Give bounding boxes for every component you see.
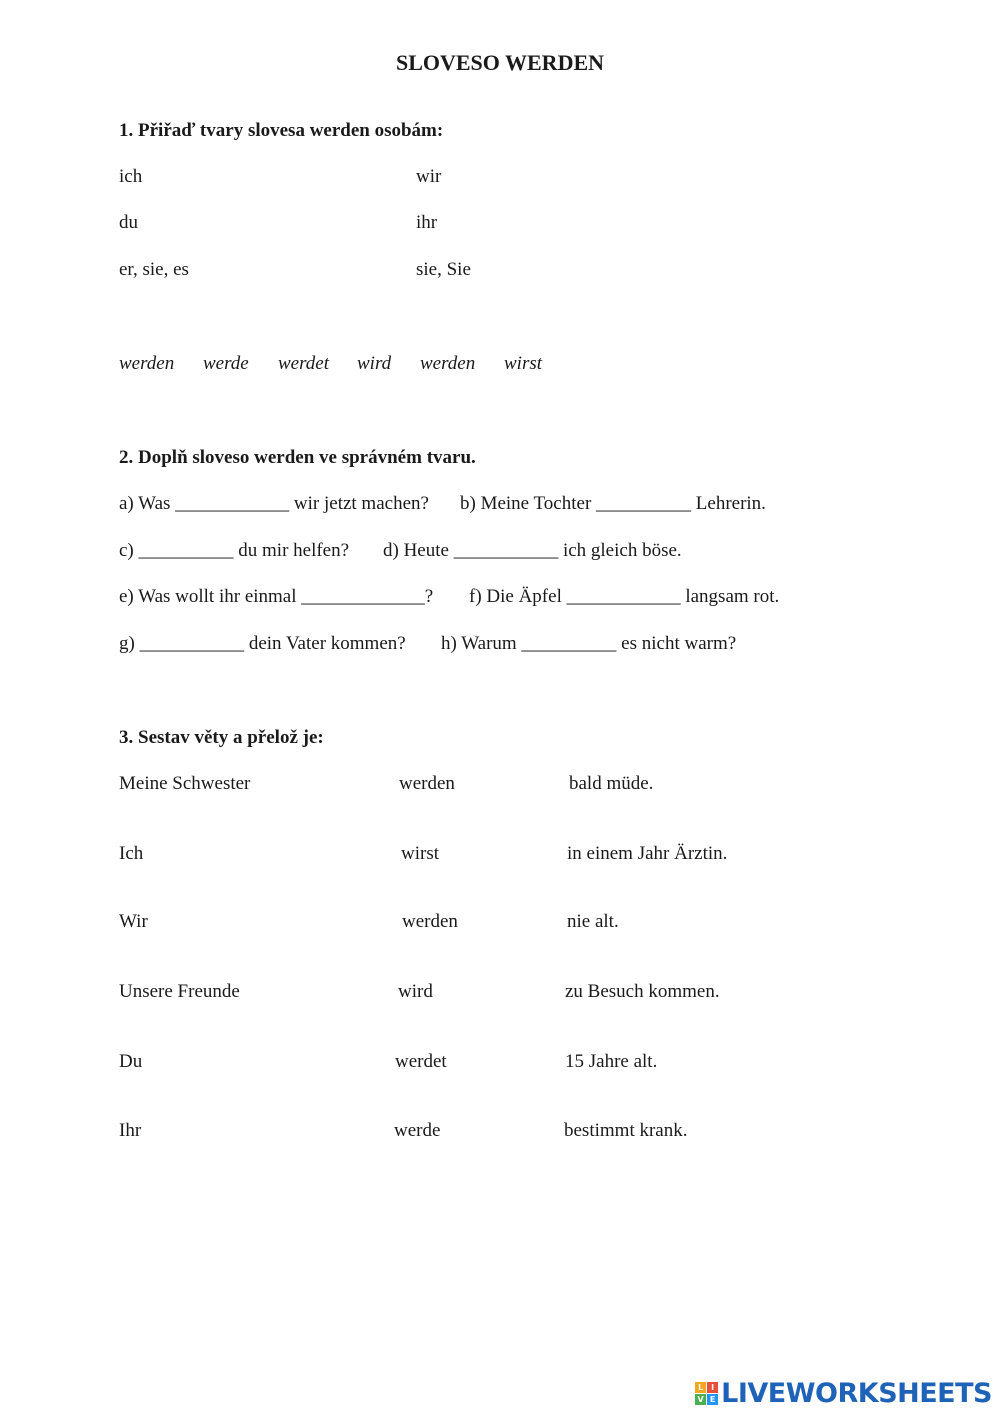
word-bank-item: werden xyxy=(119,353,175,374)
pronoun-left: er, sie, es xyxy=(119,259,189,280)
pronoun-left: ich xyxy=(119,166,143,187)
logo-block: I xyxy=(707,1382,718,1393)
exercise-item-g: g) ___________ dein Vater kommen? xyxy=(119,633,406,654)
exercise-item-d: d) Heute ___________ ich gleich böse. xyxy=(383,540,682,561)
liveworksheets-logo[interactable] xyxy=(695,1376,992,1410)
word-bank-item: wird xyxy=(357,353,392,374)
exercise-item-h: h) Warum __________ es nicht warm? xyxy=(441,633,737,654)
logo-block: E xyxy=(707,1394,718,1405)
logo-block: L xyxy=(695,1382,706,1393)
exercise-item-c: c) __________ du mir helfen? xyxy=(119,540,350,561)
sentence-verb: werden xyxy=(399,773,455,794)
word-bank-item: werdet xyxy=(278,353,330,374)
sentence-subject: Du xyxy=(119,1051,143,1072)
sentence-rest: 15 Jahre alt. xyxy=(565,1051,658,1072)
logo-text: LIVEWORKSHEETS xyxy=(721,1377,992,1409)
sentence-subject: Ich xyxy=(119,843,144,864)
exercise-item-f: f) Die Äpfel ____________ langsam rot. xyxy=(469,586,780,607)
pronoun-left: du xyxy=(119,212,138,233)
section-3-heading: 3. Sestav věty a přelož je: xyxy=(119,727,324,748)
pronoun-right: wir xyxy=(416,166,442,187)
sentence-verb: werdet xyxy=(395,1051,447,1072)
logo-block: V xyxy=(695,1394,706,1405)
section-2-heading: 2. Doplň sloveso werden ve správném tvaru. xyxy=(119,447,476,468)
sentence-subject: Meine Schwester xyxy=(119,773,251,794)
sentence-verb: werde xyxy=(394,1120,441,1141)
sentence-verb: wird xyxy=(398,981,433,1002)
page-title: SLOVESO WERDEN xyxy=(395,50,605,75)
word-bank-item: wirst xyxy=(504,353,543,374)
sentence-verb: werden xyxy=(402,911,458,932)
exercise-item-a: a) Was ____________ wir jetzt machen? xyxy=(119,493,429,514)
section-1-heading: 1. Přiřaď tvary slovesa werden osobám: xyxy=(119,120,444,141)
exercise-item-e: e) Was wollt ihr einmal _____________? xyxy=(119,586,434,607)
word-bank-item: werde xyxy=(203,353,249,374)
word-bank-item: werden xyxy=(420,353,476,374)
sentence-subject: Unsere Freunde xyxy=(119,981,240,1002)
sentence-rest: nie alt. xyxy=(567,911,619,932)
sentence-subject: Ihr xyxy=(119,1120,142,1141)
exercise-item-b: b) Meine Tochter __________ Lehrerin. xyxy=(460,493,766,514)
sentence-verb: wirst xyxy=(401,843,439,864)
sentence-rest: zu Besuch kommen. xyxy=(565,981,720,1002)
sentence-rest: bestimmt krank. xyxy=(564,1120,688,1141)
sentence-subject: Wir xyxy=(119,911,148,932)
sentence-rest: bald müde. xyxy=(569,773,654,794)
logo-blocks-icon xyxy=(695,1382,718,1405)
pronoun-right: ihr xyxy=(416,212,438,233)
pronoun-right: sie, Sie xyxy=(416,259,471,280)
sentence-rest: in einem Jahr Ärztin. xyxy=(567,843,728,864)
